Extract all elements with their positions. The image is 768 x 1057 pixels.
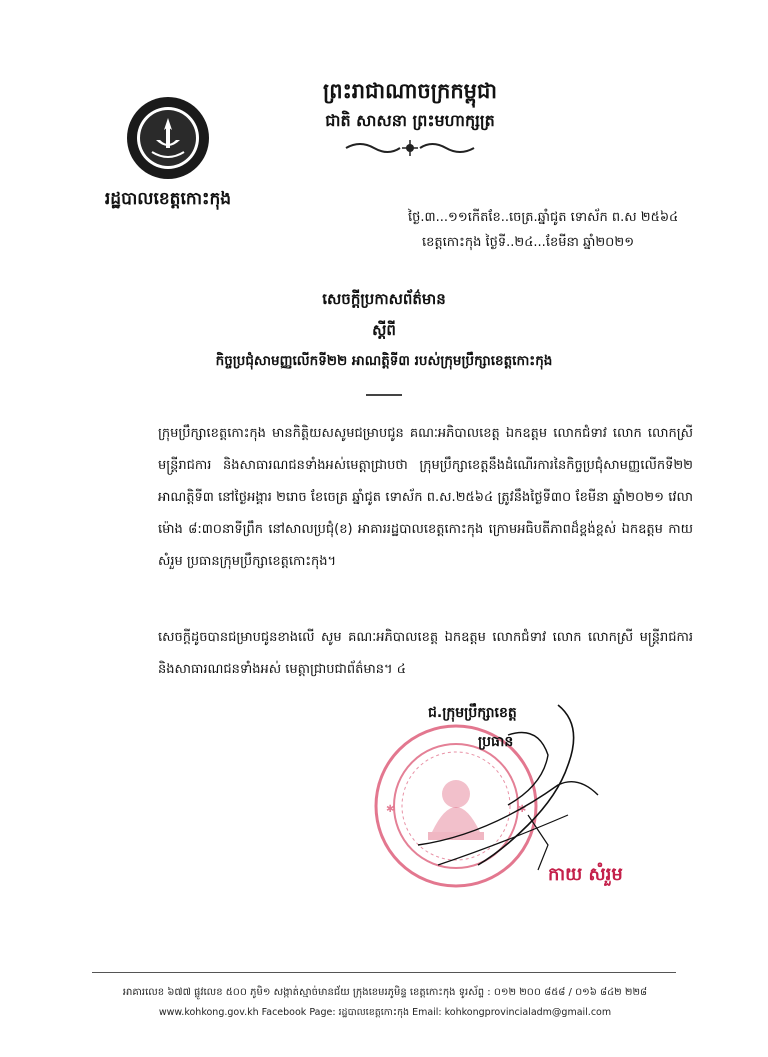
- subject-connector: ស្តីពី: [372, 321, 396, 339]
- lunar-date: ថ្ងៃ.៣...១១កើតខែ..ចេត្រ.ឆ្នាំជូត ទោស័ក ព.ស ២៥៦៤: [408, 210, 679, 225]
- province-logo: [126, 96, 210, 180]
- ornament-divider: [340, 140, 480, 156]
- body-paragraph-2: សេចក្តីដូចបានជម្រាបជូនខាងលើ សូម គណៈអភិបាលខេត្ត ឯកឧត្តម លោកជំទាវ លោក លោកស្រី មន្ត្រីរាជការ និងសាធារណជនទាំងអស់ មេត្តាជ្រាបជាព័ត៌មាន។ ៤: [158, 630, 693, 677]
- footer-address: អាគារលេខ ៦៧៧ ផ្លូវលេខ ៥០០ ភូមិ១ សង្កាត់ស្មាច់មានជ័យ ក្រុងខេមរភូមិន្ទ ខេត្តកោះកុង ទូរស័ព្ទ : ០១២ ២០០ ៨៥៨ / ០១៦ ៨៤២ ២២៨: [122, 987, 648, 998]
- svg-text:✱: ✱: [386, 804, 395, 815]
- ministry-name: រដ្ឋបាលខេត្តកោះកុង: [104, 189, 232, 209]
- solar-date: ខេត្តកោះកុង ថ្ងៃទី..២៤...ខែមីនា ឆ្នាំ២០២១: [422, 235, 635, 250]
- footer-contact: www.kohkong.gov.kh Facebook Page: រដ្ឋបាលខេត្តកោះកុង Email: kohkongprovincialadm@gmail.com: [158, 1007, 612, 1018]
- signatory-name: កាយ សំរួម: [548, 864, 623, 885]
- kingdom-heading: ព្រះរាជាណាចក្រកម្ពុជា: [322, 79, 497, 103]
- signature-on-behalf: ជ.ក្រុមប្រឹក្សាខេត្ត: [428, 705, 517, 721]
- document-subject: កិច្ចប្រជុំសាមញ្ញលើកទី២២ អាណត្តិទី៣ របស់ក្រុមប្រឹក្សាខេត្តកោះកុង: [215, 353, 553, 369]
- document-type: សេចក្តីប្រកាសព័ត៌មាន: [322, 290, 446, 308]
- national-motto: ជាតិ សាសនា ព្រះមហាក្សត្រ: [325, 111, 495, 130]
- footer-divider: [92, 972, 676, 973]
- subject-divider: [366, 394, 402, 396]
- svg-text:✱: ✱: [518, 804, 527, 815]
- signature-title: ប្រធាន: [478, 734, 514, 750]
- body-paragraph-1: ក្រុមប្រឹក្សាខេត្តកោះកុង មានកិត្តិយសសូមជម្រាបជូន គណៈអភិបាលខេត្ត ឯកឧត្តម លោកជំទាវ លោក លោកស្រី មន្ត្រីរាជការ និងសាធារណជនទាំងអស់មេត្តាជ្រាបថា ក្រុមប្រឹក្សាខេត្តនឹងដំណើរការនៃកិច្ចប្រជុំសាមញ្ញលើកទី២២ អាណត្តិទី៣ នៅថ្ងៃអង្គារ ២រោច ខែចេត្រ ឆ្នាំជូត ទោស័ក ព.ស.២៥៦៤ ត្រូវនឹងថ្ងៃទី៣០ ខែមីនា ឆ្នាំ២០២១ វេលាម៉ោង ៨:៣០នាទីព្រឹក នៅសាលប្រជុំ(ខ) អាគាររដ្ឋបាលខេត្តកោះកុង ក្រោមអធិបតីភាពដ៏ខ្ពង់ខ្ពស់ ឯកឧត្តម កាយ សំរួម ប្រធានក្រុមប្រឹក្សាខេត្តកោះកុង។: [158, 426, 693, 569]
